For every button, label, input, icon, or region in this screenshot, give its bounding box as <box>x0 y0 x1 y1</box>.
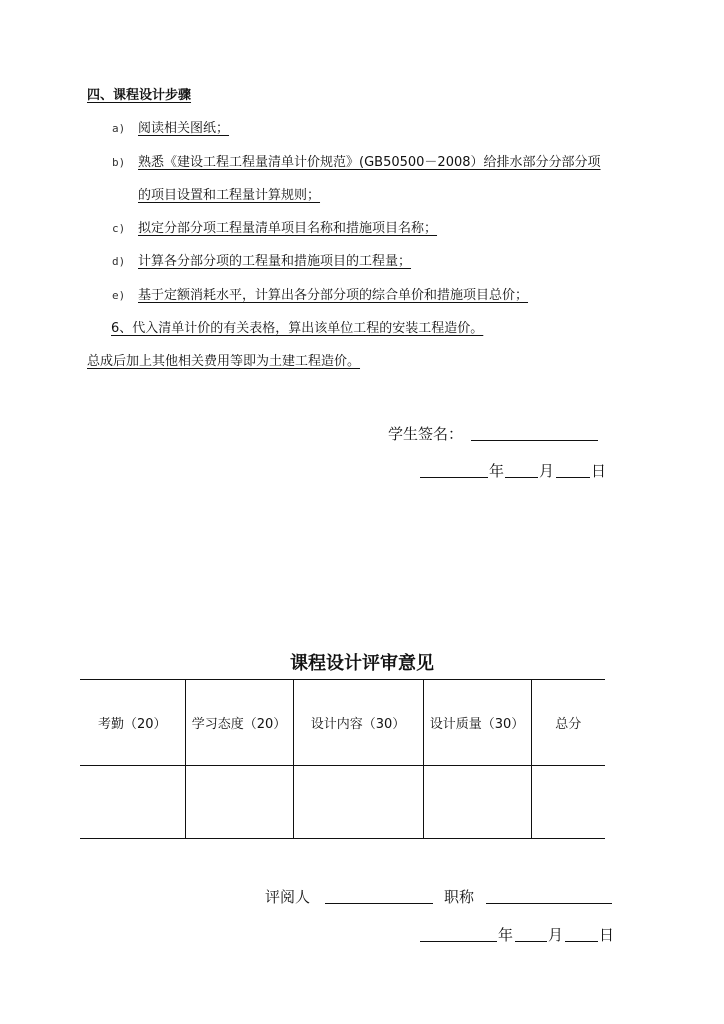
step-text: 的项目设置和工程量计算规则； <box>138 188 321 203</box>
step-marker: a) <box>112 122 126 135</box>
score-cell[interactable] <box>185 766 293 839</box>
step-marker: b) <box>112 156 126 169</box>
step-d <box>112 250 411 269</box>
column-header: 学习态度（20） <box>185 680 293 766</box>
review-year-line[interactable] <box>420 941 497 942</box>
review-year-label: 年 <box>498 926 514 944</box>
column-header: 设计内容（30） <box>293 680 423 766</box>
summary-text: 总成后加上其他相关费用等即为土建工程造价。 <box>87 354 361 369</box>
review-month-line[interactable] <box>515 941 547 942</box>
title-line[interactable] <box>486 903 612 904</box>
step-text: 阅读相关图纸； <box>138 121 230 136</box>
score-cell[interactable] <box>531 766 605 839</box>
review-month-label: 月 <box>548 926 564 944</box>
step-a <box>112 117 229 136</box>
step-text: 拟定分部分项工程量清单项目名称和措施项目名称； <box>138 221 438 236</box>
reviewer-label: 评阅人 <box>265 888 311 906</box>
step-e <box>112 284 528 303</box>
step-b <box>112 151 601 170</box>
review-day-label: 日 <box>599 926 615 944</box>
step-text: 计算各分部分项的工程量和措施项目的工程量； <box>138 254 412 269</box>
section-heading: 四、课程设计步骤 <box>87 88 192 103</box>
review-title: 课程设计评审意见 <box>290 653 434 674</box>
review-day-line[interactable] <box>565 941 598 942</box>
step-marker: e) <box>112 289 126 302</box>
review-table <box>80 679 605 839</box>
student-year-label: 年 <box>489 462 505 480</box>
reviewer-line[interactable] <box>325 903 433 904</box>
step-text: 基于定额消耗水平，计算出各分部分项的综合单价和措施项目总价； <box>138 288 529 303</box>
student-day-label: 日 <box>591 462 607 480</box>
column-header: 总分 <box>531 680 605 766</box>
table-header-row <box>80 680 605 766</box>
score-cell[interactable] <box>293 766 423 839</box>
student-year-line[interactable] <box>420 477 488 478</box>
score-cell[interactable] <box>423 766 531 839</box>
student-day-line[interactable] <box>556 477 590 478</box>
student-sign-line[interactable] <box>471 440 598 441</box>
step-text: 熟悉《建设工程工程量清单计价规范》(GB50500－2008）给排水部分分部分项 <box>138 155 601 170</box>
student-month-label: 月 <box>539 462 555 480</box>
column-header: 考勤（20） <box>80 680 185 766</box>
column-header: 设计质量（30） <box>423 680 531 766</box>
step-c <box>112 217 437 236</box>
step-b-continued <box>138 184 320 203</box>
table-row <box>80 766 605 839</box>
step-marker: c) <box>112 222 126 235</box>
student-sign-label: 学生签名： <box>388 425 464 443</box>
title-label: 职称 <box>444 888 475 906</box>
step-6: 6、代入清单计价的有关表格，算出该单位工程的安装工程造价。 <box>111 321 484 336</box>
student-month-line[interactable] <box>505 477 538 478</box>
step-marker: d) <box>112 255 126 268</box>
score-cell[interactable] <box>80 766 185 839</box>
